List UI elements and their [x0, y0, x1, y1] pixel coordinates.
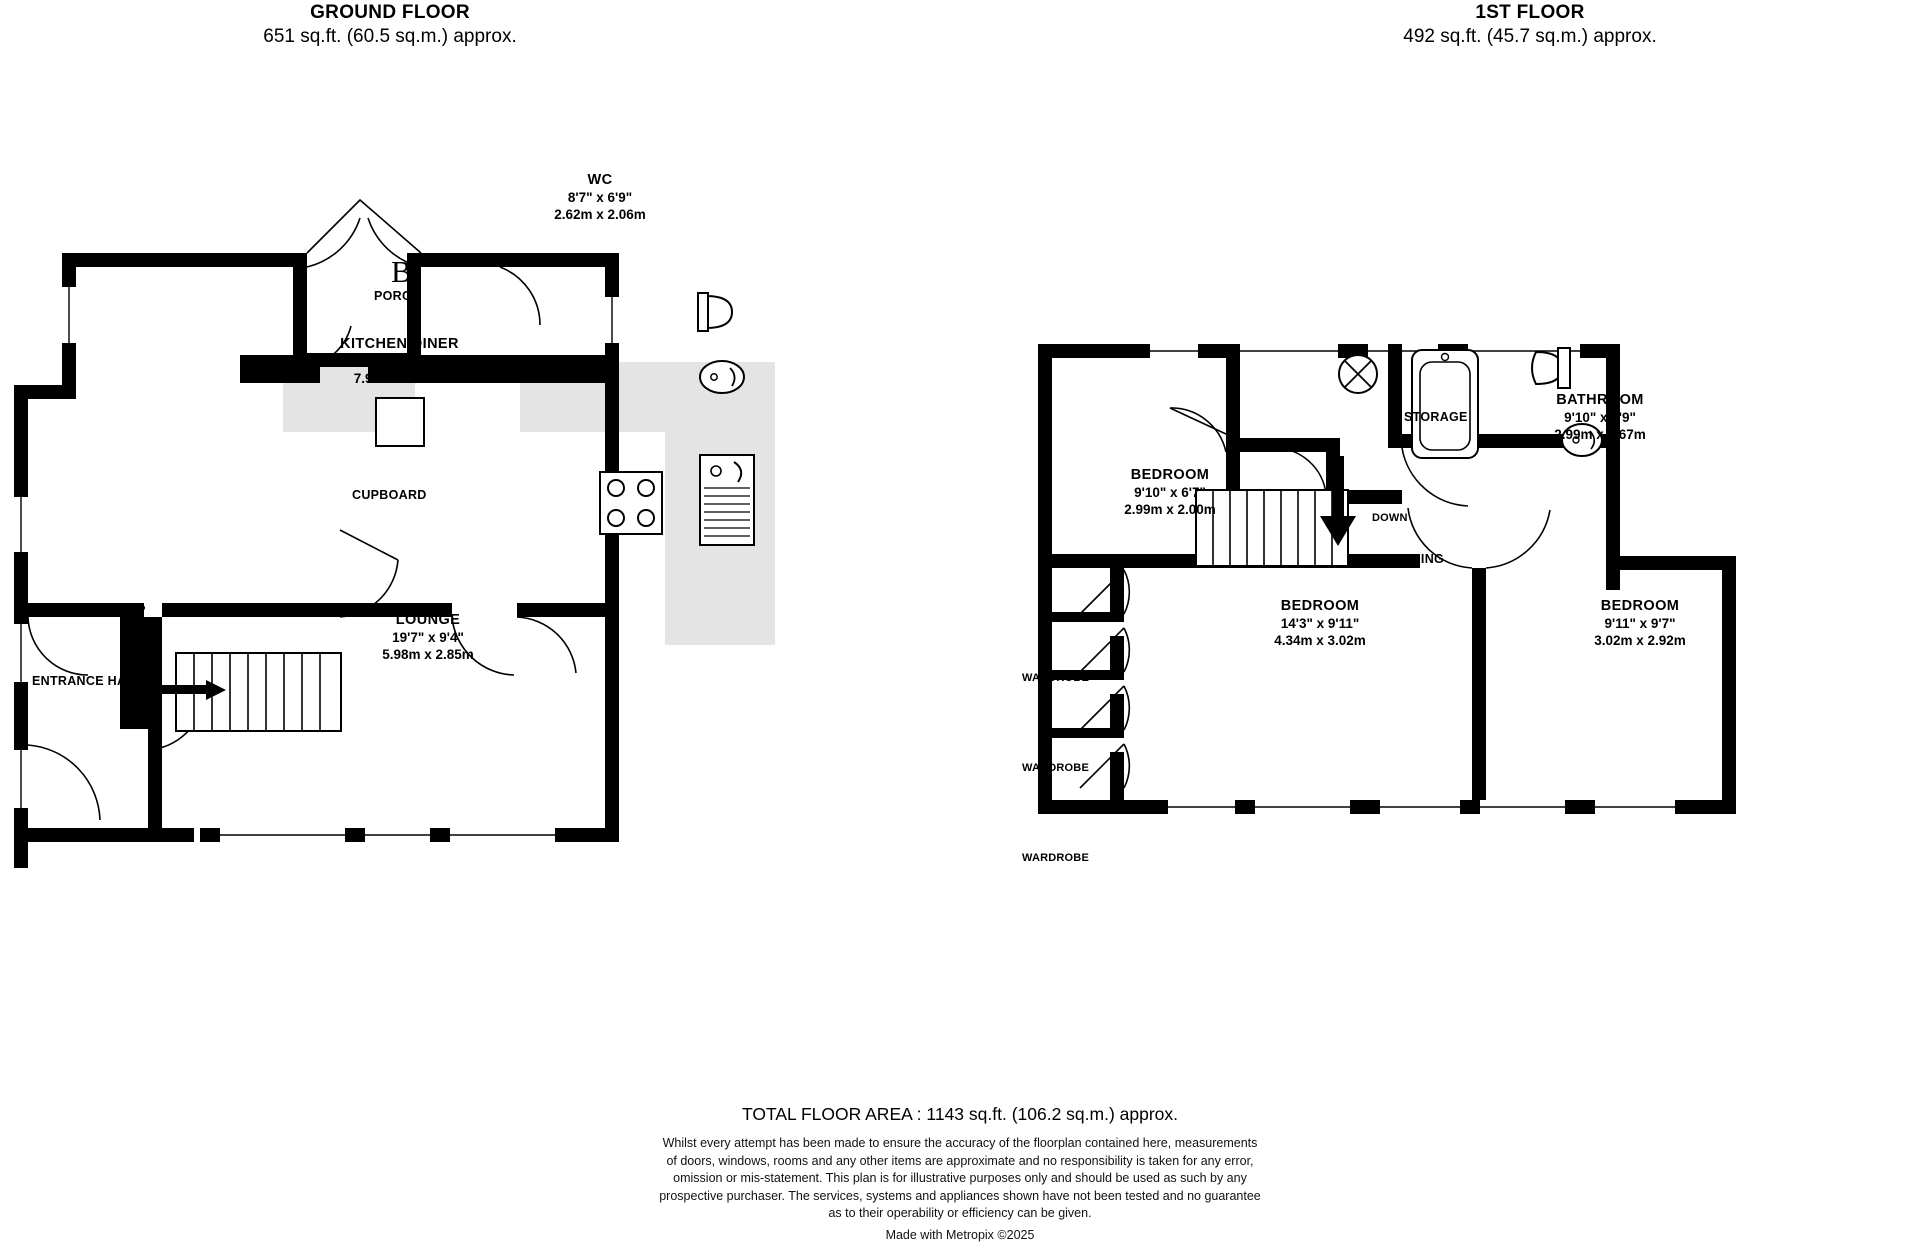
disclaimer-line-3: omission or mis-statement. This plan is for illustrative purposes only and should be used as such by any	[0, 1170, 1920, 1188]
ff-wardrobe-label-1: WARDROBE	[1022, 672, 1089, 684]
ff-storage-label: STORAGE	[1404, 410, 1468, 424]
gf-sink-icon	[700, 455, 754, 545]
disclaimer-line-2: of doors, windows, rooms and any other items are approximate and no responsibility is taken for any error,	[0, 1153, 1920, 1171]
gf-wc-metric: 2.62m x 2.06m	[520, 206, 680, 223]
ff-bathroom-metric: 2.99m x 2.67m	[1450, 426, 1750, 443]
gf-wc-name: WC	[520, 172, 680, 189]
ground-floor-area: 651 sq.ft. (60.5 sq.m.) approx.	[0, 24, 780, 50]
gf-staircase	[158, 653, 341, 731]
ff-bedroom2-name: BEDROOM	[1170, 598, 1470, 615]
ground-floor-title: GROUND FLOOR	[0, 0, 780, 26]
ff-wardrobe-label-3: WARDROBE	[1022, 852, 1089, 864]
disclaimer	[0, 1135, 1920, 1244]
made-with-label: Made with Metropix ©2025	[0, 1227, 1920, 1244]
disclaimer-line-5: as to their operability or efficiency can be given.	[0, 1205, 1920, 1223]
ff-wc-icon	[1532, 348, 1570, 388]
ff-bedroom2-metric: 4.34m x 3.02m	[1170, 632, 1470, 649]
ff-stair-direction-label: DOWN	[1372, 512, 1408, 524]
ff-bathroom-room	[1450, 392, 1750, 443]
ff-bedroom2-imperial: 14'3" x 9'11"	[1170, 615, 1470, 632]
gf-kitchen-metric: 7.98m x 5.12m	[237, 370, 562, 387]
gf-boiler-label: B	[391, 254, 412, 290]
gf-wc-imperial: 8'7" x 6'9"	[520, 189, 680, 206]
gf-wc-fittings	[698, 293, 744, 393]
gf-entrance-hall-label: ENTRANCE HALL	[32, 674, 142, 688]
gf-wc-room	[520, 172, 680, 223]
gf-stair-direction-label: UP	[130, 604, 146, 616]
ff-bedroom1-name: BEDROOM	[1020, 467, 1320, 484]
gf-kitchen-name: KITCHEN/DINER	[237, 336, 562, 353]
gf-lounge-name: LOUNGE	[268, 612, 588, 629]
disclaimer-line-4: prospective purchaser. The services, systems and appliances shown have not been tested and no guarantee	[0, 1188, 1920, 1206]
first-floor-title: 1ST FLOOR	[1140, 0, 1920, 26]
ff-bedroom3-name: BEDROOM	[1490, 598, 1790, 615]
gf-hob-icon	[600, 472, 662, 534]
ff-bedroom3-metric: 3.02m x 2.92m	[1490, 632, 1790, 649]
total-floor-area: TOTAL FLOOR AREA : 1143 sq.ft. (106.2 sq.m.) approx.	[0, 1103, 1920, 1126]
gf-lounge-imperial: 19'7" x 9'4"	[268, 629, 588, 646]
gf-cupboard-label: CUPBOARD	[352, 488, 427, 502]
ff-bathroom-name: BATHROOM	[1450, 392, 1750, 409]
ff-bedroom1-metric: 2.99m x 2.00m	[1020, 501, 1320, 518]
gf-porch-label: PORCH	[374, 289, 421, 303]
ff-landing-label: LANDING	[1385, 552, 1444, 566]
ff-bedroom2-room	[1170, 598, 1470, 649]
gf-lounge-metric: 5.98m x 2.85m	[268, 646, 588, 663]
ff-bedroom3-imperial: 9'11" x 9'7"	[1490, 615, 1790, 632]
ff-bedroom1-room	[1020, 467, 1320, 518]
ff-storage-icon	[1339, 355, 1377, 393]
first-floor-area: 492 sq.ft. (45.7 sq.m.) approx.	[1140, 24, 1920, 50]
gf-lounge-room	[268, 612, 588, 663]
ff-bedroom3-room	[1490, 598, 1790, 649]
gf-boiler-box	[376, 398, 424, 446]
ff-bathroom-imperial: 9'10" x 8'9"	[1450, 409, 1750, 426]
gf-kitchen-imperial: 26'2" x 16'9"	[237, 353, 562, 370]
gf-kitchen-room	[237, 336, 562, 387]
disclaimer-line-1: Whilst every attempt has been made to ensure the accuracy of the floorplan contained here, measurements	[0, 1135, 1920, 1153]
ff-bedroom1-imperial: 9'10" x 6'7"	[1020, 484, 1320, 501]
ff-wardrobe-label-2: WARDROBE	[1022, 762, 1089, 774]
